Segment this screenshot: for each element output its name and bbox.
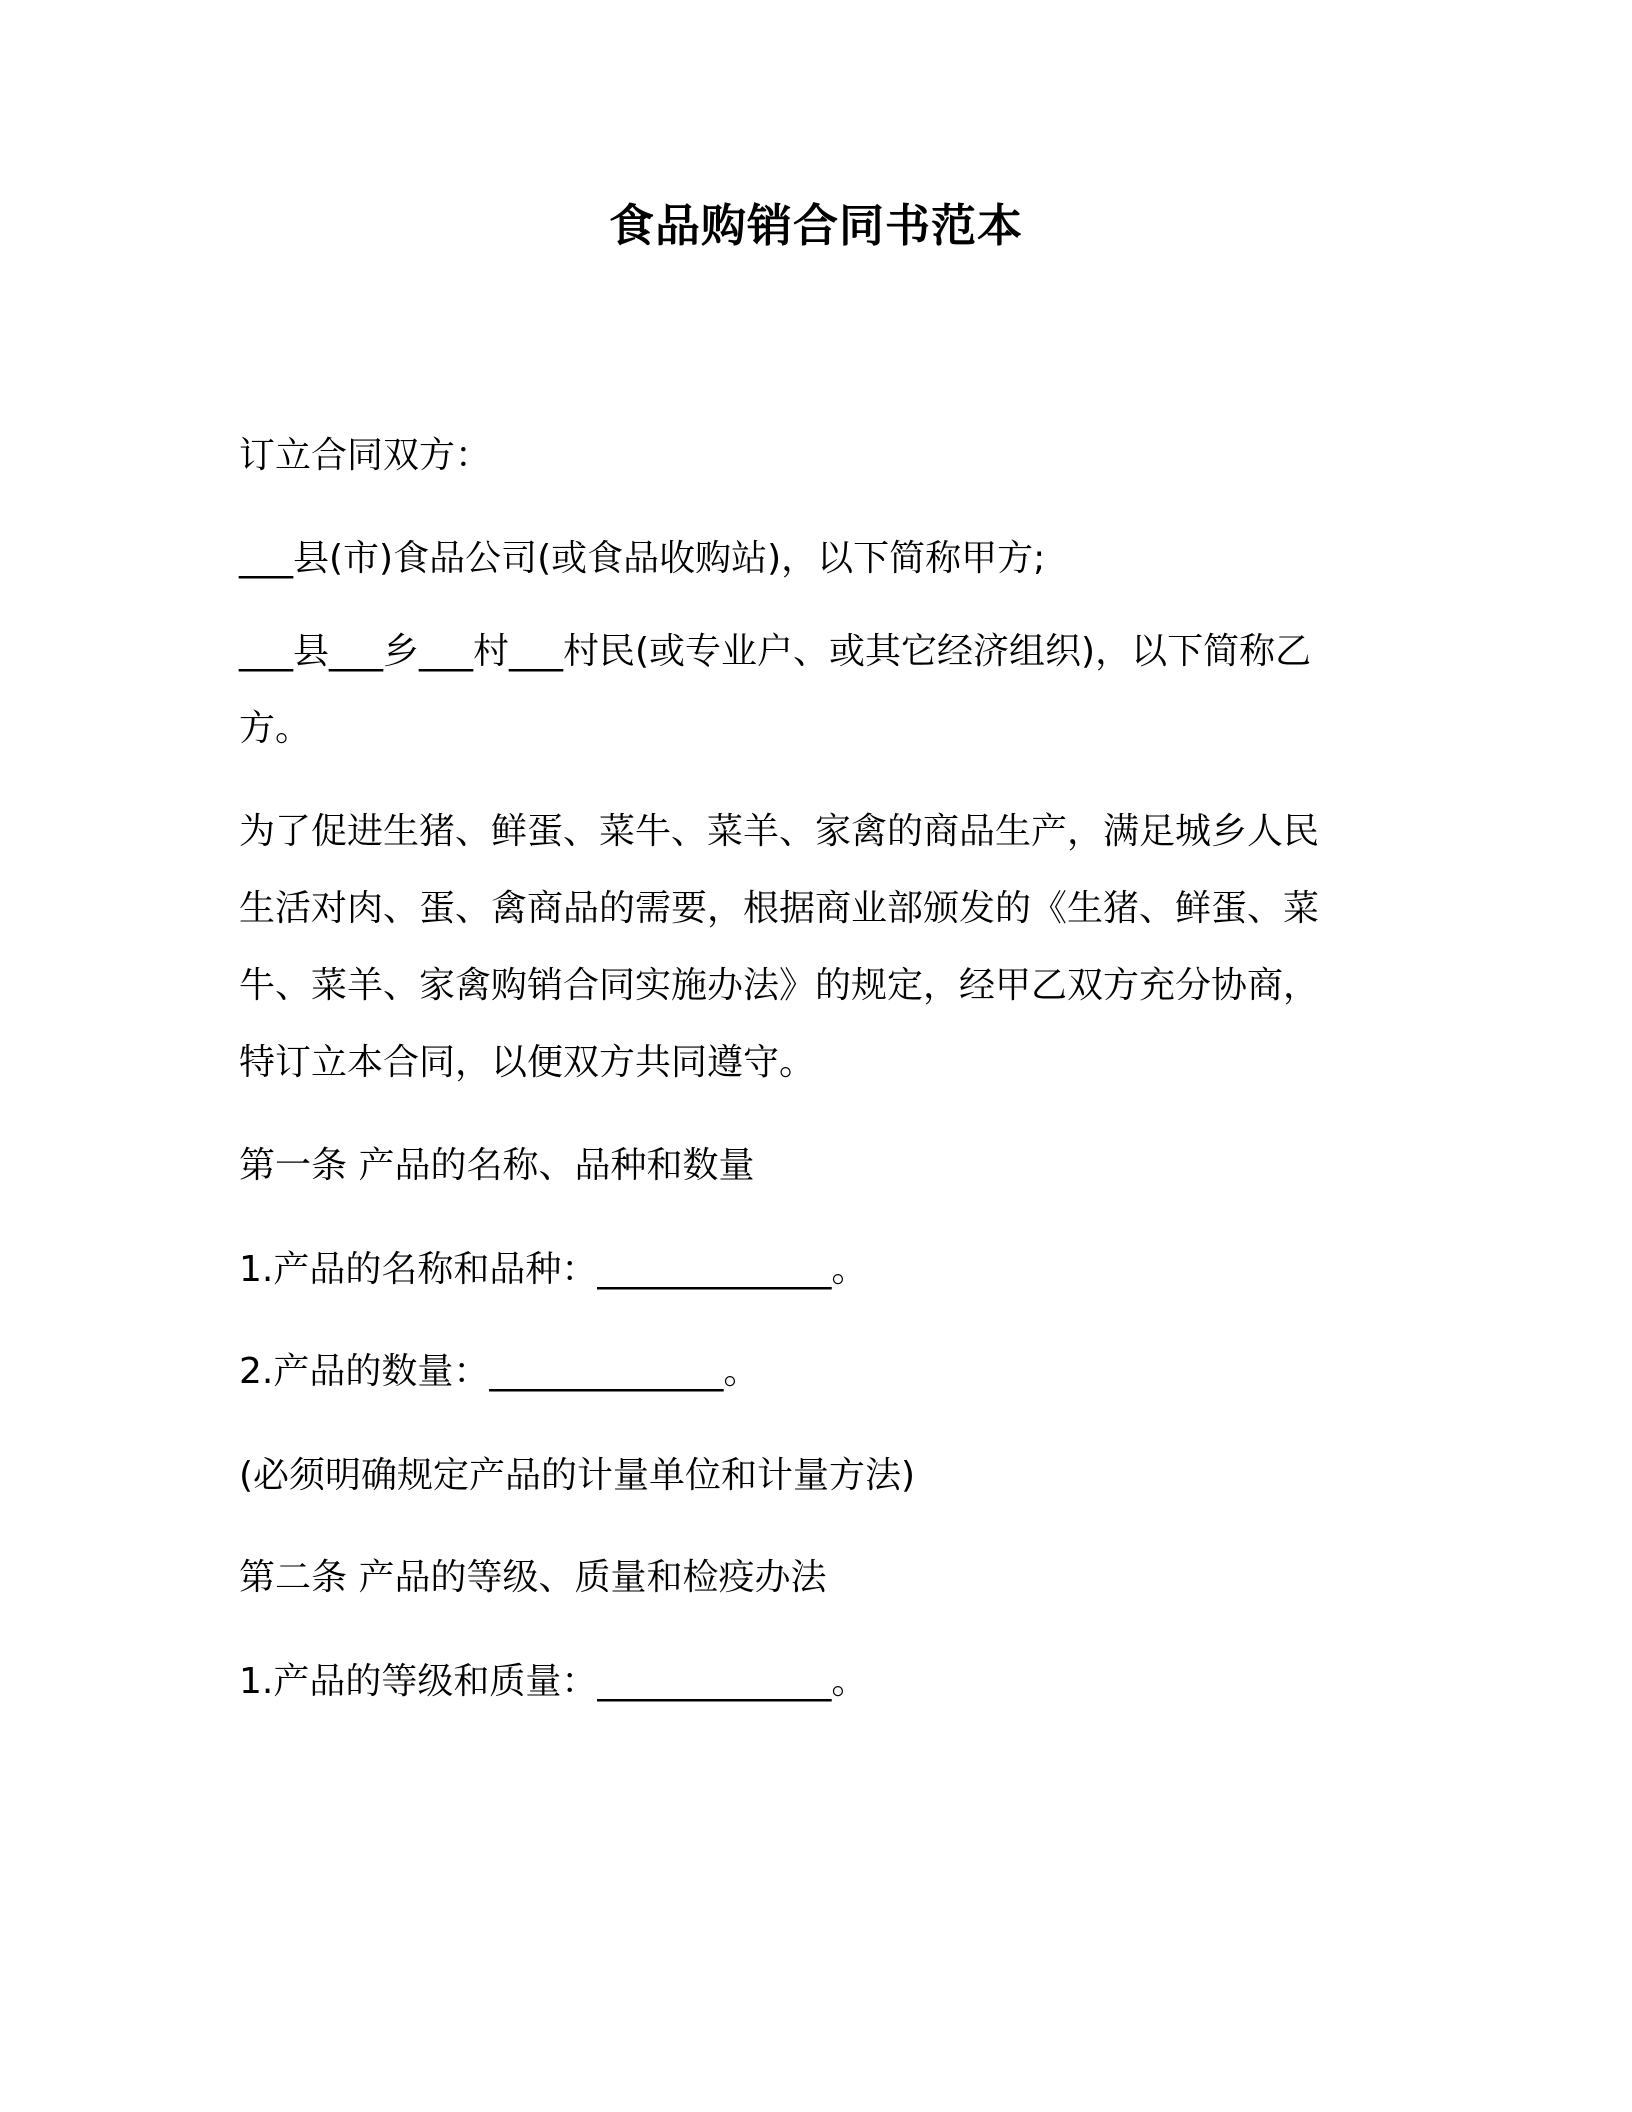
text-line: (必须明确规定产品的计量单位和计量方法) [239,1455,916,1496]
text-line: 方。 [239,708,312,749]
text-line: 第二条 产品的等级、质量和检疫办法 [239,1557,827,1598]
article-two-heading [239,1539,1369,1616]
preamble-paragraph [239,793,1369,1101]
text-line: ___县(市)食品公司(或食品收购站)，以下简称甲方; [239,538,1046,579]
text-line: 生活对肉、蛋、禽商品的需要，根据商业部颁发的《生猪、鲜蛋、菜 [239,888,1320,929]
article-one-item-1 [239,1231,1369,1308]
text-line: ___县___乡___村___村民(或专业户、或其它经济组织)，以下简称乙 [239,631,1312,672]
text-line: 牛、菜羊、家禽购销合同实施办法》的规定，经甲乙双方充分协商， [239,965,1320,1006]
text-line: 第一条 产品的名称、品种和数量 [239,1145,755,1186]
text-line: 订立合同双方： [239,435,492,476]
text-line: 2.产品的数量：_____________。 [239,1351,760,1392]
measurement-note [239,1437,1369,1514]
text-line: 为了促进生猪、鲜蛋、菜牛、菜羊、家禽的商品生产，满足城乡人民 [239,811,1320,852]
party-a-clause [239,520,1369,597]
article-two-item-1 [239,1643,1369,1720]
document-title: 食品购销合同书范本 [608,199,1023,252]
text-line: 1.产品的等级和质量：_____________。 [239,1661,868,1702]
text-line: 特订立本合同，以便双方共同遵守。 [239,1042,816,1083]
article-one-heading [239,1127,1369,1204]
text-line: 1.产品的名称和品种：_____________。 [239,1249,868,1290]
article-one-item-2 [239,1333,1369,1410]
party-b-clause [239,613,1369,767]
parties-heading [239,417,1369,494]
